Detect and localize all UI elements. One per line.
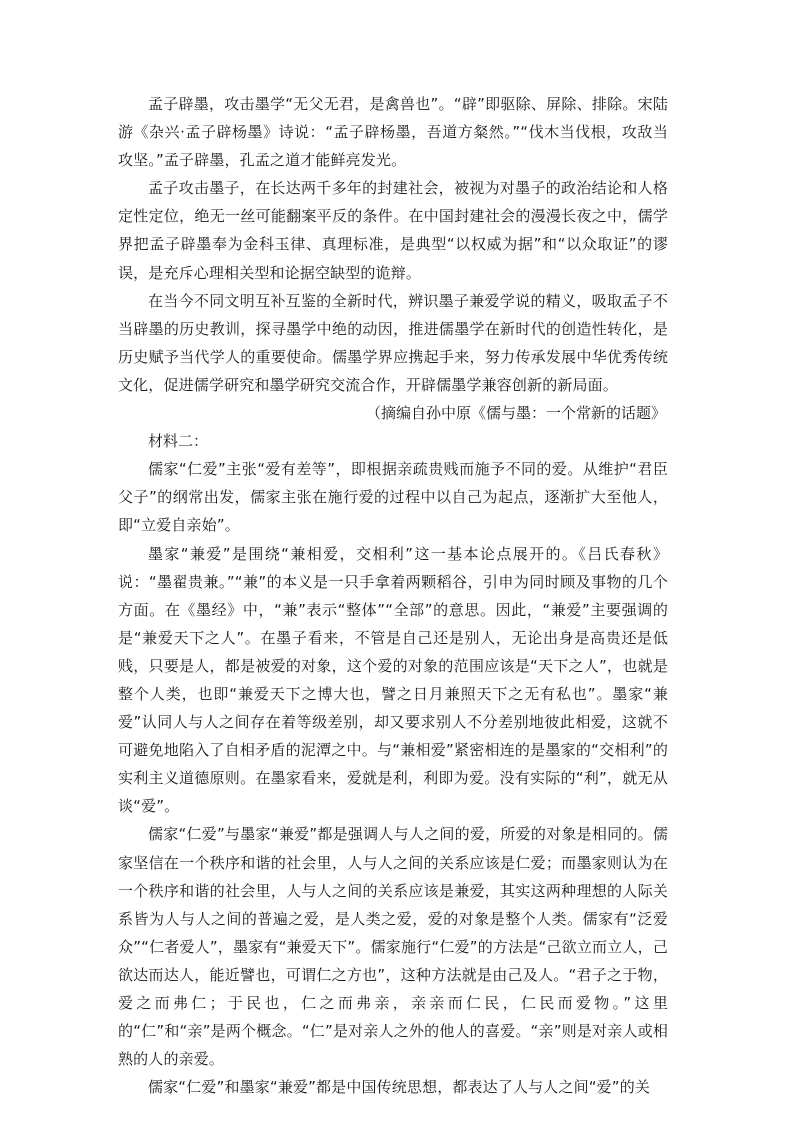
paragraph-mohist-love: 墨家“兼爱”是围绕“兼相爱，交相利”这一基本论点展开的。《吕氏春秋》说：“墨翟贵兼。”“兼”的本义是一只手拿着两颗稻谷，引申为同时顾及事物的几个方面。在《墨经》中，“兼”表示“整体”“全部”的意思。因此，“兼爱”主要强调的是“兼爱天下之人”。在墨子看来，不管是自己还是别人，无论出身是高贵还是低贱，只要是人，都是被爱的对象，这个爱的对象的范围应该是“天下之人”，也就是整个人类，也即“兼爱天下之博大也，譬之日月兼照天下之无有私也”。墨家“兼爱”认同人与人之间存在着等级差别，却又要求别人不分差别地彼此相爱，这就不可避免地陷入了自相矛盾的泥潭之中。与“兼相爱”紧密相连的是墨家的“交相利”的实利主义道德原则。在墨家看来，爱就是利，利即为爱。没有实际的“利”，就无从谈“爱”。 (118, 544, 668, 816)
source-citation: （摘编自孙中原《儒与墨：一个常新的话题》 (365, 404, 666, 423)
material-two-heading: 材料二： (148, 432, 209, 451)
paragraph-comparison: 儒家“仁爱”与墨家“兼爱”都是强调人与人之间的爱，所爱的对象是相同的。儒家坚信在一个秩序和谐的社会里，人与人之间的关系应该是仁爱；而墨家则认为在一个秩序和谐的社会里，人与人之间的关系应该是兼爱，其实这两种理想的人际关系皆为人与人之间的普遍之爱，是人类之爱，爱的对象是整个人类。儒家有“泛爱众”“仁者爱人”，墨家有“兼爱天下”。儒家施行“仁爱”的方法是“己欲立而立人，己欲达而达人，能近譬也，可谓仁之方也”，这种方法就是由己及人。“君子之于物，爱之而弗仁；于民也，仁之而弗亲，亲亲而仁民，仁民而爱物。”这里的“仁”和“亲”是两个概念。“仁”是对亲人之外的他人的喜爱。“亲”则是对亲人或相熟的人的亲爱。 (118, 825, 668, 1069)
paragraph-feudal-society: 孟子攻击墨子，在长达两千多年的封建社会，被视为对墨子的政治结论和人格定性定位，绝无一丝可能翻案平反的条件。在中国封建社会的漫漫长夜之中，儒学界把孟子辟墨奉为金科玉律、真理标准，是典型“以权威为据”和“以众取证”的谬误，是充斥心理相关型和论据空缺型的诡辩。 (118, 179, 668, 282)
document-page (118, 90, 668, 1101)
paragraph-tradition: 儒家“仁爱”和墨家“兼爱”都是中国传统思想，都表达了人与人之间“爱”的关 (148, 1078, 651, 1097)
paragraph-confucian-love: 儒家“仁爱”主张“爱有差等”，即根据亲疏贵贱而施予不同的爱。从维护“君臣父子”的纲常出发，儒家主张在施行爱的过程中以自己为起点，逐渐扩大至他人，即“立爱自亲始”。 (118, 460, 668, 535)
paragraph-new-era: 在当今不同文明互补互鉴的全新时代，辨识墨子兼爱学说的精义，吸取孟子不当辟墨的历史教训，探寻墨学中绝的动因，推进儒墨学在新时代的创造性转化，是历史赋予当代学人的重要使命。儒墨学界应携起手来，努力传承发展中华优秀传统文化，促进儒学研究和墨学研究交流合作，开辟儒墨学兼容创新的新局面。 (118, 291, 668, 394)
paragraph-mencius-criticism: 孟子辟墨，攻击墨学“无父无君，是禽兽也”。“辟”即驱除、屏除、排除。宋陆游《杂兴·孟子辟杨墨》诗说：“孟子辟杨墨，吾道方粲然。”“伐木当伐根，攻敌当攻坚。”孟子辟墨，孔孟之道才能鲜亮发光。 (118, 95, 668, 170)
